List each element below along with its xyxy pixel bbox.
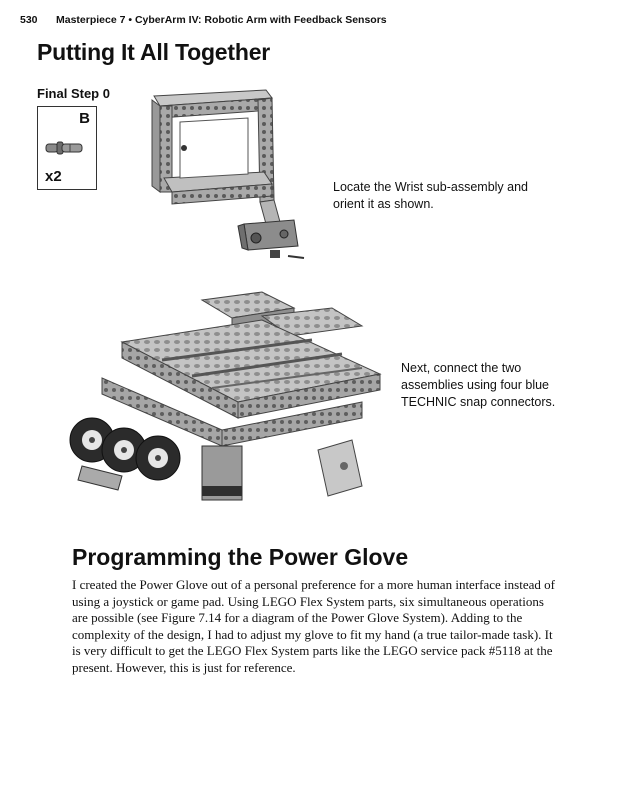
running-head-title: Masterpiece 7 • CyberArm IV: Robotic Arm with Feedback Sensors: [56, 14, 387, 26]
wrist-subassembly-illustration: [148, 88, 308, 268]
section-title: Putting It All Together: [37, 39, 271, 65]
subsection-title: Programming the Power Glove: [72, 544, 409, 570]
body-paragraph: I created the Power Glove out of a personal preference for a more human interface instead of using a joystick or game pad. Using LEGO Flex System parts, six simultaneous operations are possible (see Figure 7.14 for a diagram of the Power Glove System). Adding to the complexity of the design, I had to adjust my glove to fit my hand (a true tailor-made task). It is very difficult to get the LEGO Flex System parts like the LEGO service pack #5118 at the present. However, this is just for reference.: [72, 577, 555, 675]
part-code: B: [79, 110, 90, 127]
step-title: Final Step 0: [37, 86, 110, 101]
running-head: [20, 14, 387, 26]
parts-callout: [37, 106, 97, 190]
technic-pin-icon: [44, 137, 88, 157]
wrist-caption: Locate the Wrist sub-assembly and orient it as shown.: [333, 180, 529, 211]
combined-assembly-illustration: [62, 290, 392, 526]
part-quantity: x2: [45, 168, 62, 185]
connect-caption: Next, connect the two assemblies using four blue TECHNIC snap connectors.: [401, 361, 556, 409]
page-number: 530: [20, 14, 38, 26]
